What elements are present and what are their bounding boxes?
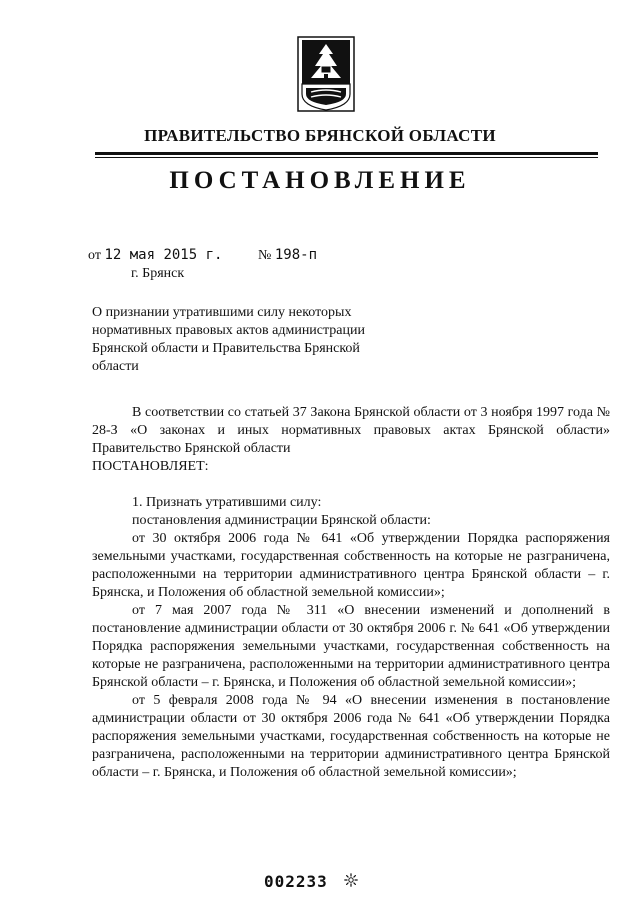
coat-of-arms-icon — [297, 36, 355, 112]
item-1: 1. Признать утратившими силу: — [132, 495, 322, 510]
serial-number: 002233 — [264, 872, 328, 891]
date-prefix: от — [88, 248, 101, 263]
government-title: ПРАВИТЕЛЬСТВО БРЯНСКОЙ ОБЛАСТИ — [144, 126, 496, 145]
preamble-paragraph: В соответствии со статьей 37 Закона Брянской области от 3 ноября 1997 года № 28-З «О законах и иных нормативных правовых актах Брянской области» Правительство Брянской области — [92, 405, 610, 456]
document-city: г. Брянск — [131, 266, 185, 281]
document-number-group — [258, 247, 317, 264]
list-item: от 5 февраля 2008 года № 94 «О внесении изменения в постановление администрации области от 30 октября 2006 года № 641 «Об утверждении Порядка распоряжения земельными участками, государственная собственность на которые не разграничена, расположенными на территории административного центра Брянской области – г. Брянска, и Положения об областной земельной комиссии»; — [92, 693, 610, 780]
sub-heading: постановления администрации Брянской области: — [132, 513, 431, 528]
document-dateline — [88, 247, 318, 264]
list-item: от 7 мая 2007 года № 311 «О внесении изменений и дополнений в постановление администрации области от 30 октября 2006 г. № 641 «Об утверждении Порядка распоряжения земельными участками, государственная собственность на которые не разграничена, расположенными на территории административного центра Брянской области – г. Брянска, и Положения об областной земельной комиссии»; — [92, 603, 610, 690]
document-kind-title: ПОСТАНОВЛЕНИЕ — [169, 167, 471, 194]
list-item: от 30 октября 2006 года № 641 «Об утверждении Порядка распоряжения земельными участками, государственная собственность на которые не разграничена, расположенными на территории административного центра Брянской области – г. Брянска, и Положения об областной земельной комиссии»; — [92, 531, 610, 600]
header-rule-thick — [95, 152, 598, 155]
resolves-heading: ПОСТАНОВЛЯЕТ: — [92, 459, 209, 474]
document-number: 198-п — [274, 247, 318, 263]
number-label: № — [258, 248, 272, 263]
header-rule-thin — [95, 157, 598, 158]
document-date: 12 мая 2015 г. — [104, 247, 223, 263]
document-subject: О признании утратившими силу некоторых нормативных правовых актов администрации Брянской области и Правительства Брянской области — [92, 305, 365, 374]
sun-seal-icon — [344, 873, 358, 887]
document-body — [92, 404, 610, 782]
